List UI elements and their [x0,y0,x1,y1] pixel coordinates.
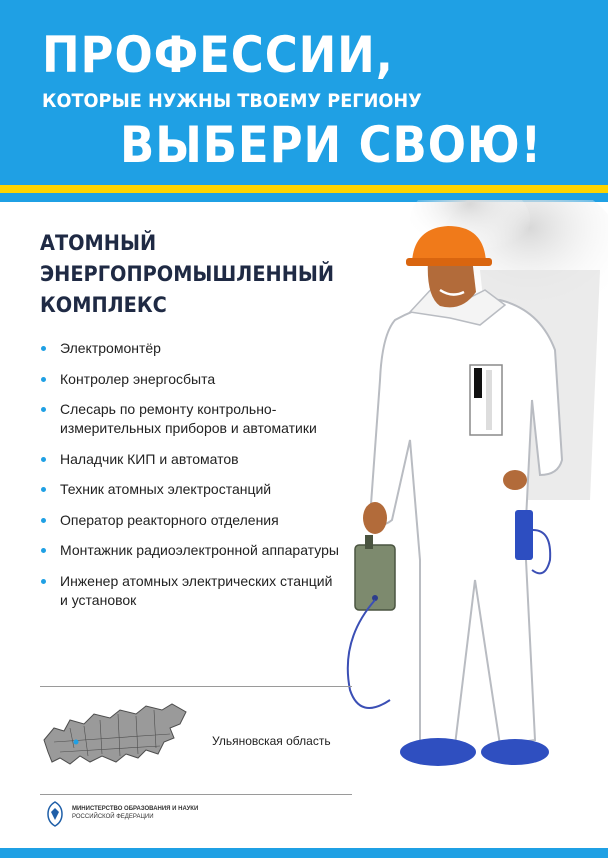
profession-item [40,572,340,610]
profession-list [40,339,340,621]
profession-label: Инженер атомных электрических станций и установок [60,572,333,608]
ministry-name [72,805,198,821]
bullet-icon [41,407,46,412]
ministry-line: МИНИСТЕРСТВО ОБРАЗОВАНИЯ И НАУКИ [72,806,199,812]
profession-label: Электромонтёр [60,340,161,356]
russia-map-icon [40,698,190,778]
profession-item [40,370,340,389]
header-title: ПРОФЕССИИ, [42,26,394,84]
profession-item [40,400,340,438]
profession-item [40,480,340,499]
divider [40,686,352,687]
region-label: Ульяновская область [212,734,331,748]
bullet-icon [41,457,46,462]
profession-item [40,541,340,560]
profession-label: Оператор реакторного отделения [60,511,279,528]
poster-header [0,0,608,185]
sector-title-line: АТОМНЫЙ [40,231,157,255]
ministry-emblem-icon [44,800,66,828]
bottom-bar [0,848,608,858]
profession-item [40,339,340,358]
profession-item [40,450,340,469]
header-subtitle: КОТОРЫЕ НУЖНЫ ТВОЕМУ РЕГИОНУ [42,90,422,112]
profession-label: Контролер энергосбыта [60,370,216,387]
bullet-icon [41,548,46,553]
profession-label: Монтажник радиоэлектронной аппаратуры [60,542,339,558]
sector-title [40,228,353,321]
sector-title-line: КОМПЛЕКС [40,293,167,317]
bullet-icon [41,579,46,584]
profession-label: Наладчик КИП и автоматов [60,450,239,467]
profession-label: Техник атомных электростанций [60,481,272,497]
bullet-icon [41,377,46,382]
bullet-icon [41,487,46,492]
profession-item [40,511,340,530]
bullet-icon [41,518,46,523]
divider [40,794,352,795]
ministry-line: РОССИЙСКОЙ ФЕДЕРАЦИИ [72,814,154,820]
header-call-to-action: ВЫБЕРИ СВОЮ! [120,116,543,174]
profession-label: Слесарь по ремонту контрольно-измерительных приборов и автоматики [60,401,317,436]
sector-title-line: ЭНЕРГОПРОМЫШЛЕННЫЙ [40,262,335,286]
yellow-stripe [0,185,608,193]
bullet-icon [41,346,46,351]
